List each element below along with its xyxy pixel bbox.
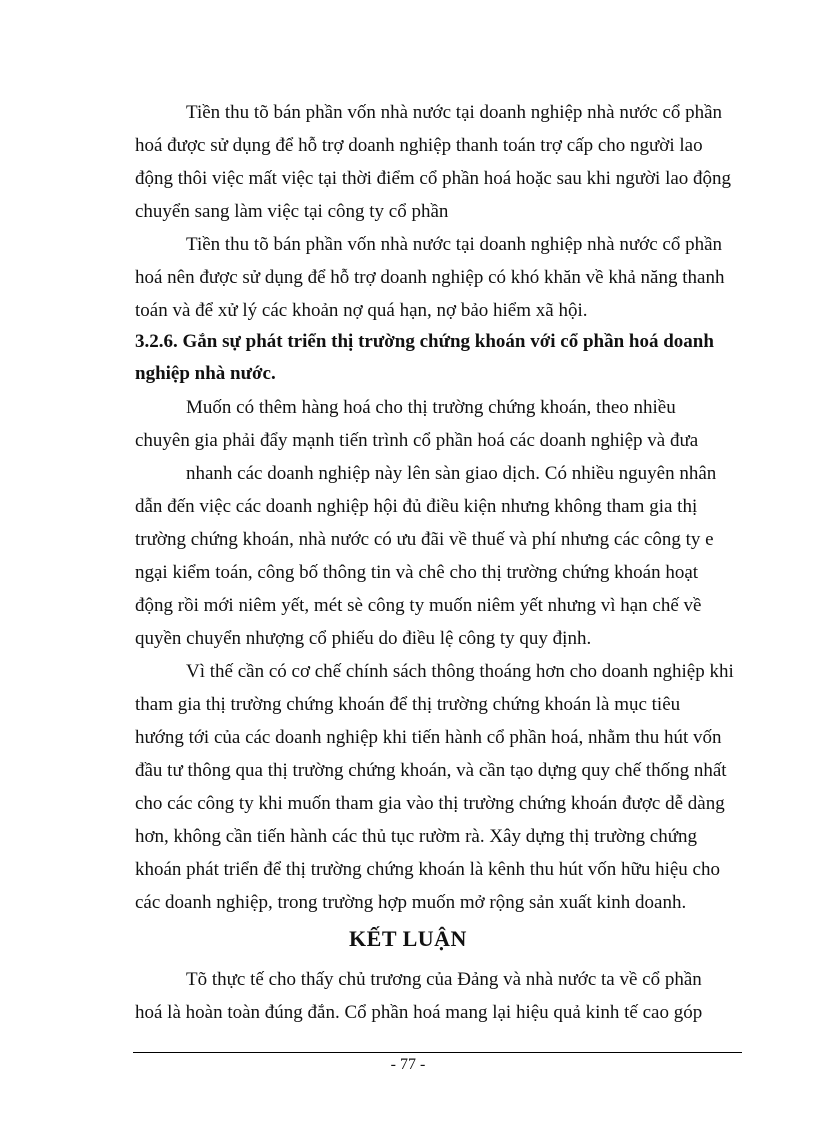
text-line: tham gia thị trường chứng khoán để thị trường chứng khoán là mục tiêu	[135, 694, 681, 715]
text-line: Tõ thực tế cho thấy chủ trương của Đảng và nhà nước ta về cổ phần	[186, 969, 702, 990]
text-line: hoá được sử dụng để hỗ trợ doanh nghiệp thanh toán trợ cấp cho người lao	[135, 135, 703, 156]
text-line: động thôi việc mất việc tại thời điểm cổ phần hoá hoặc sau khi người lao động	[135, 168, 732, 189]
text-line: chuyên gia phải đẩy mạnh tiến trình cổ phần hoá các doanh nghiệp và đưa	[135, 430, 699, 451]
text-line: Tiền thu tõ bán phần vốn nhà nước tại doanh nghiệp nhà nước cổ phần	[186, 234, 722, 255]
text-line: khoán phát triển để thị trường chứng khoán là kênh thu hút vốn hữu hiệu cho	[135, 859, 720, 880]
section-heading: 3.2.6. Gắn sự phát triển thị trường chứng khoán với cổ phần hoá doanh	[135, 331, 714, 352]
text-line: ngại kiểm toán, công bố thông tin và chê cho thị trường chứng khoán hoạt	[135, 562, 699, 583]
text-line: Vì thế cần có cơ chế chính sách thông thoáng hơn cho doanh nghiệp khi	[186, 661, 734, 682]
text-line: hướng tới của các doanh nghiệp khi tiến hành cổ phần hoá, nhằm thu hút vốn	[135, 727, 722, 748]
footer-divider	[133, 1052, 742, 1053]
text-line: Muốn có thêm hàng hoá cho thị trường chứng khoán, theo nhiều	[186, 397, 676, 418]
text-line: cho các công ty khi muốn tham gia vào thị trường chứng khoán được dễ dàng	[135, 793, 725, 814]
section-heading: nghiệp nhà nước.	[135, 363, 276, 384]
text-line: nhanh các doanh nghiệp này lên sàn giao dịch. Có nhiều nguyên nhân	[186, 463, 717, 484]
text-line: quyền chuyển nhượng cổ phiếu do điều lệ công ty quy định.	[135, 628, 592, 649]
text-line: đầu tư thông qua thị trường chứng khoán, và cần tạo dựng quy chế thống nhất	[135, 760, 727, 781]
text-line: toán và để xử lý các khoản nợ quá hạn, nợ bảo hiểm xã hội.	[135, 300, 588, 321]
text-line: trường chứng khoán, nhà nước có ưu đãi về thuế và phí nhưng các công ty e	[135, 529, 714, 550]
text-line: hơn, không cần tiến hành các thủ tục rườm rà. Xây dựng thị trường chứng	[135, 826, 698, 847]
text-line: động rồi mới niêm yết, mét sè công ty muốn niêm yết nhưng vì hạn chế về	[135, 595, 702, 616]
text-line: chuyển sang làm việc tại công ty cổ phần	[135, 201, 449, 222]
text-line: hoá nên được sử dụng để hỗ trợ doanh nghiệp có khó khăn về khả năng thanh	[135, 267, 725, 288]
text-line: các doanh nghiệp, trong trường hợp muốn mở rộng sản xuất kinh doanh.	[135, 892, 687, 913]
page-number: - 77 -	[390, 1056, 426, 1073]
text-line: dẫn đến việc các doanh nghiệp hội đủ điều kiện nhưng không tham gia thị	[135, 496, 698, 517]
text-line: Tiền thu tõ bán phần vốn nhà nước tại doanh nghiệp nhà nước cổ phần	[186, 102, 722, 123]
text-line: hoá là hoàn toàn đúng đắn. Cổ phần hoá mang lại hiệu quả kinh tế cao góp	[135, 1002, 703, 1023]
conclusion-heading: KẾT LUẬN	[349, 926, 467, 951]
